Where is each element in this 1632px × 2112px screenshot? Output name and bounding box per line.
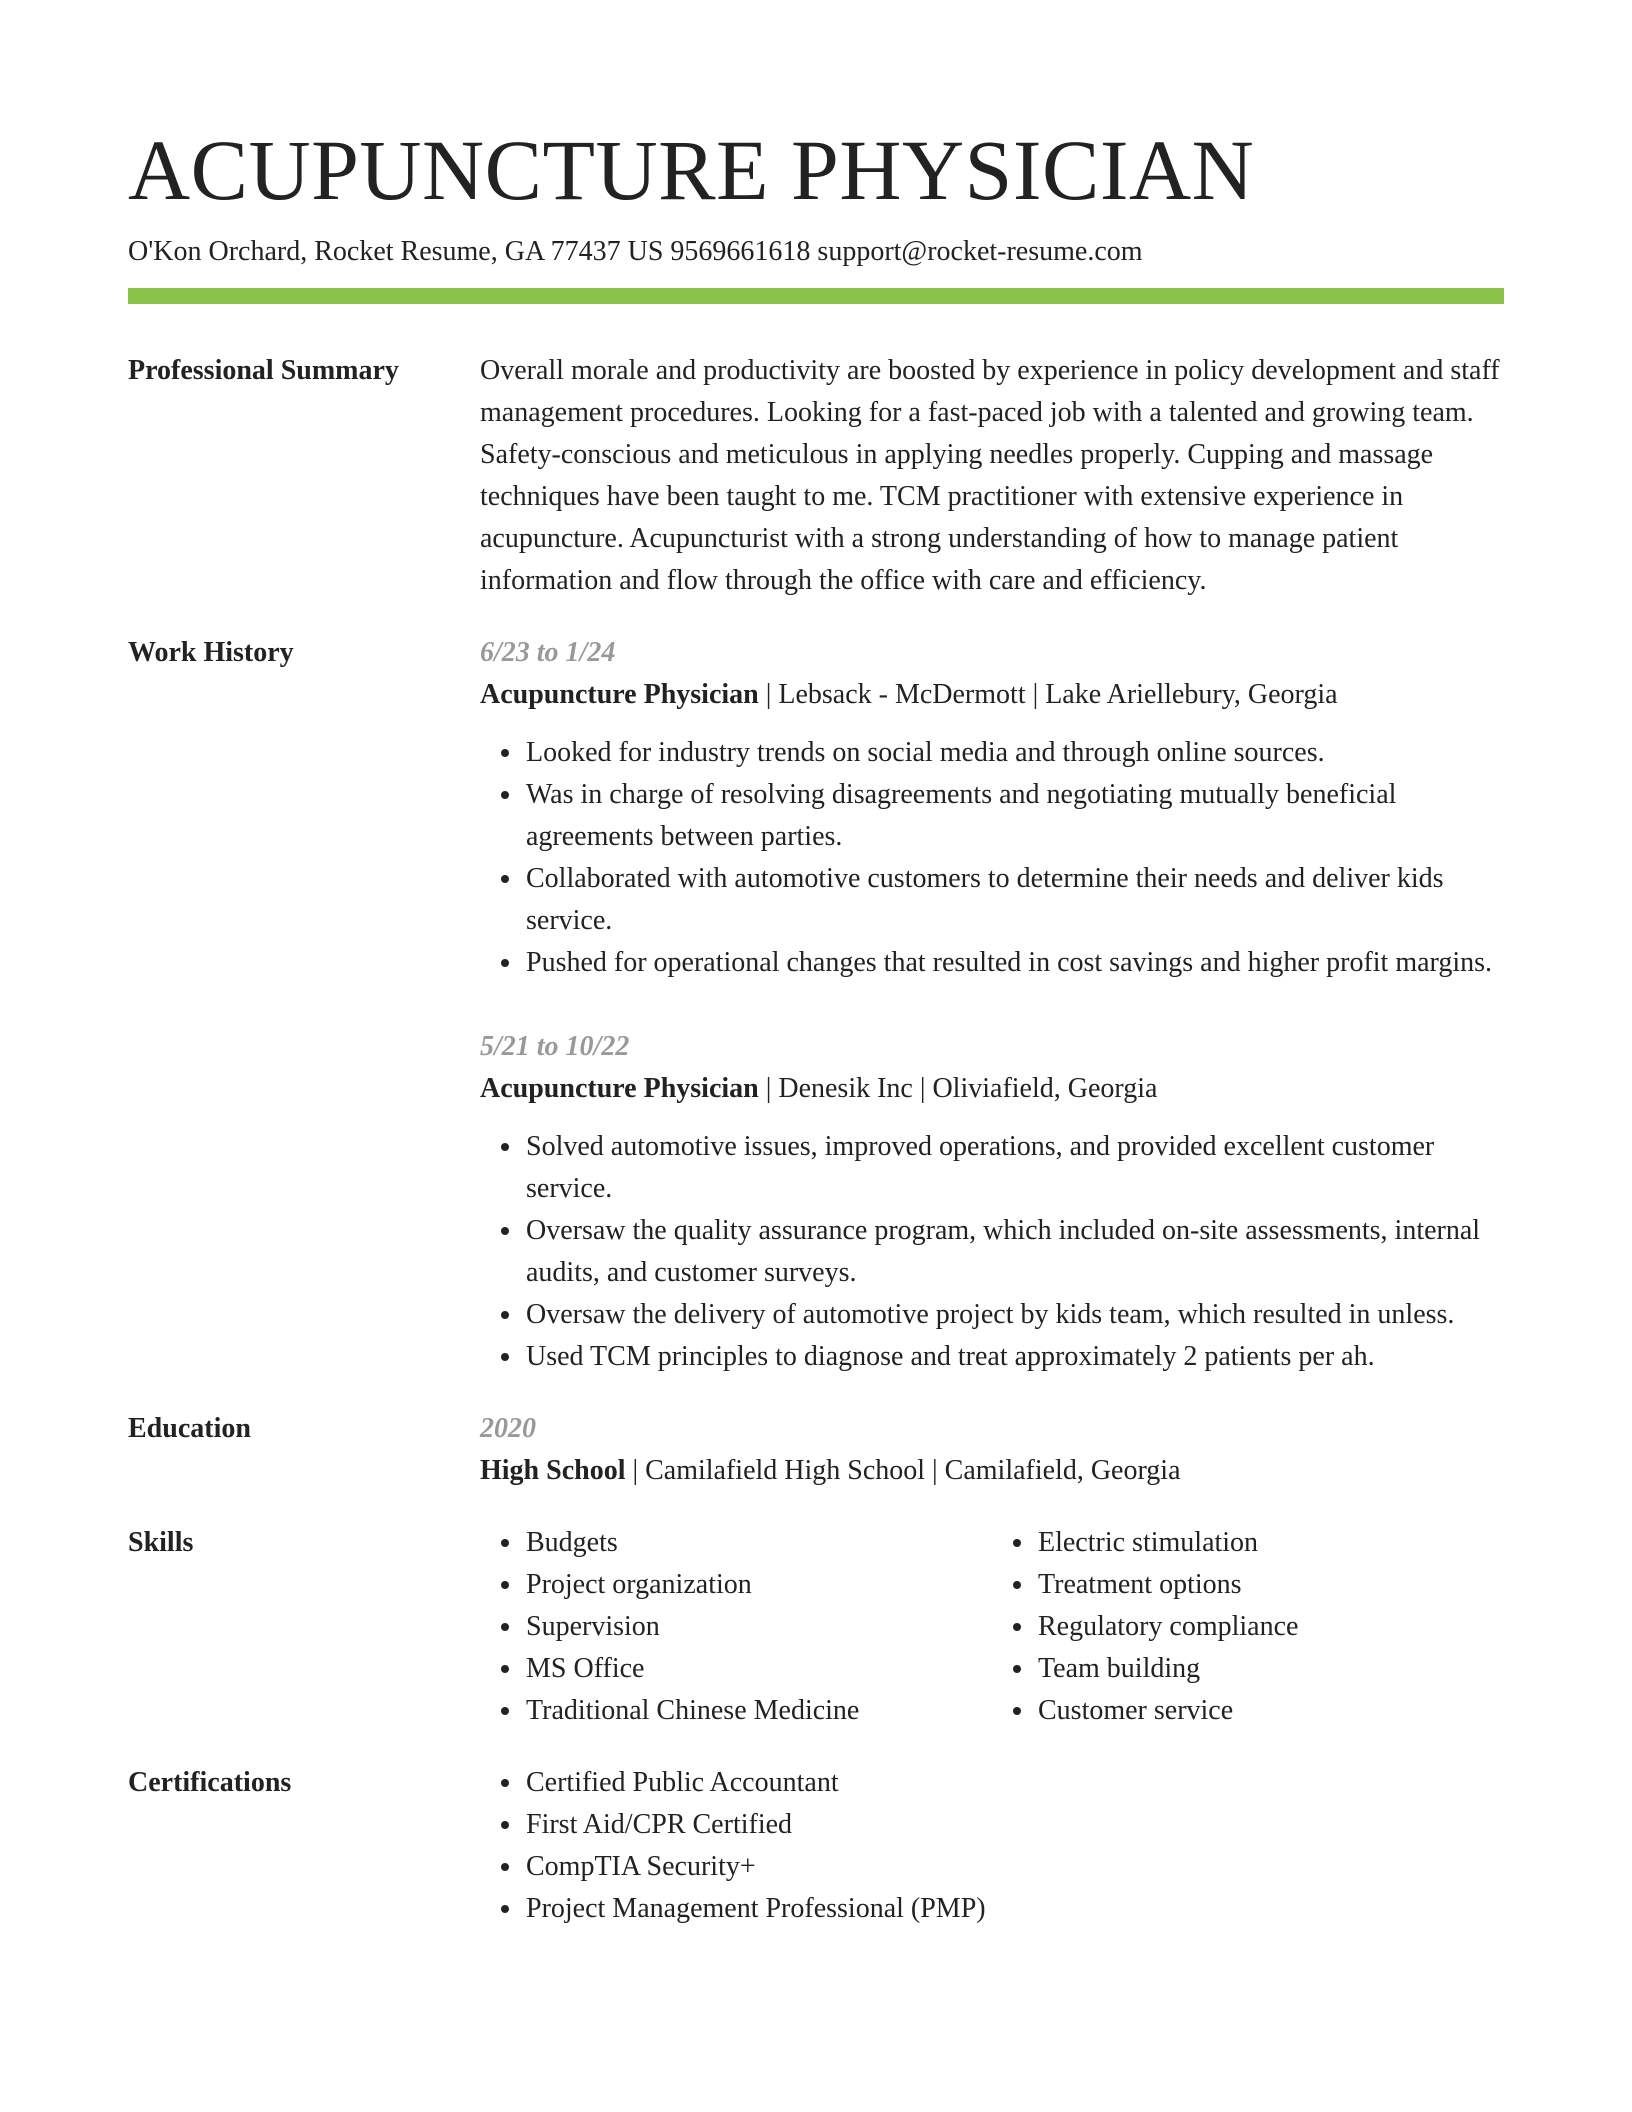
accent-divider xyxy=(128,288,1504,304)
job-bullet: • Looked for industry trends on social media and through online sources. xyxy=(524,732,1504,774)
job-dates: 6/23 to 1/24 xyxy=(480,637,616,668)
summary-text: Overall morale and productivity are boosted by experience in policy development and staff management procedures. Looking for a fast-paced job with a talented and growing team. Safety-conscious and meticulous in applying needles properly. Cupping and massage techniques have been taught to me. TCM practitioner with extensive experience in acupuncture. Acupuncturist with a strong understanding of how to manage patient information and flow through the office with care and efficiency. xyxy=(480,355,1500,596)
job-bullet: • Was in charge of resolving disagreements and negotiating mutually beneficial agreements between parties. xyxy=(524,774,1504,858)
job-bullet: • Used TCM principles to diagnose and treat approximately 2 patients per ah. xyxy=(524,1336,1504,1378)
skill-item: • Treatment options xyxy=(1036,1564,1504,1606)
certifications-heading: Certifications xyxy=(128,1767,292,1798)
job-role: Acupuncture Physician xyxy=(480,679,759,710)
skills-body xyxy=(480,1522,1504,1732)
certifications-list xyxy=(480,1762,1504,1930)
work-history-body xyxy=(480,632,1504,1378)
summary-heading: Professional Summary xyxy=(128,355,399,386)
job-role: Acupuncture Physician xyxy=(480,1073,759,1104)
certification-item: • First Aid/CPR Certified xyxy=(524,1804,1504,1846)
work-history-section xyxy=(128,632,1504,1378)
work-history-heading: Work History xyxy=(128,637,294,668)
education-section xyxy=(128,1408,1504,1492)
job-bullet: • Oversaw the delivery of automotive project by kids team, which resulted in unless. xyxy=(524,1294,1504,1336)
job-bullet: • Collaborated with automotive customers to determine their needs and deliver kids service. xyxy=(524,858,1504,942)
skill-item: • Electric stimulation xyxy=(1036,1522,1504,1564)
skills-list-left xyxy=(480,1522,992,1732)
certifications-section xyxy=(128,1762,1504,1930)
summary-section xyxy=(128,350,1504,602)
skill-item: • Regulatory compliance xyxy=(1036,1606,1504,1648)
education-degree: High School xyxy=(480,1455,626,1486)
skills-section xyxy=(128,1522,1504,1732)
education-year: 2020 xyxy=(480,1413,536,1444)
job-dates: 5/21 to 10/22 xyxy=(480,1031,630,1062)
skills-heading: Skills xyxy=(128,1527,194,1558)
job-details: | Denesik Inc | Oliviafield, Georgia xyxy=(758,1073,1158,1104)
education-body xyxy=(480,1408,1504,1492)
job-bullet: • Pushed for operational changes that resulted in cost savings and higher profit margins. xyxy=(524,942,1504,984)
education-heading: Education xyxy=(128,1413,251,1444)
certification-item: • CompTIA Security+ xyxy=(524,1846,1504,1888)
skill-item: • MS Office xyxy=(524,1648,992,1690)
certification-item: • Project Management Professional (PMP) xyxy=(524,1888,1504,1930)
job-title-line xyxy=(480,1068,1504,1110)
contact-line: O'Kon Orchard, Rocket Resume, GA 77437 US 9569661618 support@rocket-resume.com xyxy=(128,236,1143,267)
skills-list-right xyxy=(992,1522,1504,1732)
skill-item: • Customer service xyxy=(1036,1690,1504,1732)
job-entry xyxy=(480,632,1504,984)
job-details: | Lebsack - McDermott | Lake Ariellebury, Georgia xyxy=(758,679,1338,710)
education-details: | Camilafield High School | Camilafield, Georgia xyxy=(625,1455,1181,1486)
skill-item: • Team building xyxy=(1036,1648,1504,1690)
resume-name: ACUPUNCTURE PHYSICIAN xyxy=(128,122,1255,218)
education-line xyxy=(480,1450,1504,1492)
job-bullets xyxy=(480,1126,1504,1378)
job-bullets xyxy=(480,732,1504,984)
job-title-line xyxy=(480,674,1504,716)
skill-item: • Budgets xyxy=(524,1522,992,1564)
certifications-body xyxy=(480,1762,1504,1930)
job-bullet: • Oversaw the quality assurance program, which included on-site assessments, internal audits, and customer surveys. xyxy=(524,1210,1504,1294)
skill-item: • Traditional Chinese Medicine xyxy=(524,1690,992,1732)
skill-item: • Project organization xyxy=(524,1564,992,1606)
job-entry xyxy=(480,1026,1504,1378)
job-bullet: • Solved automotive issues, improved operations, and provided excellent customer service. xyxy=(524,1126,1504,1210)
summary-body xyxy=(480,350,1504,602)
skill-item: • Supervision xyxy=(524,1606,992,1648)
certification-item: • Certified Public Accountant xyxy=(524,1762,1504,1804)
